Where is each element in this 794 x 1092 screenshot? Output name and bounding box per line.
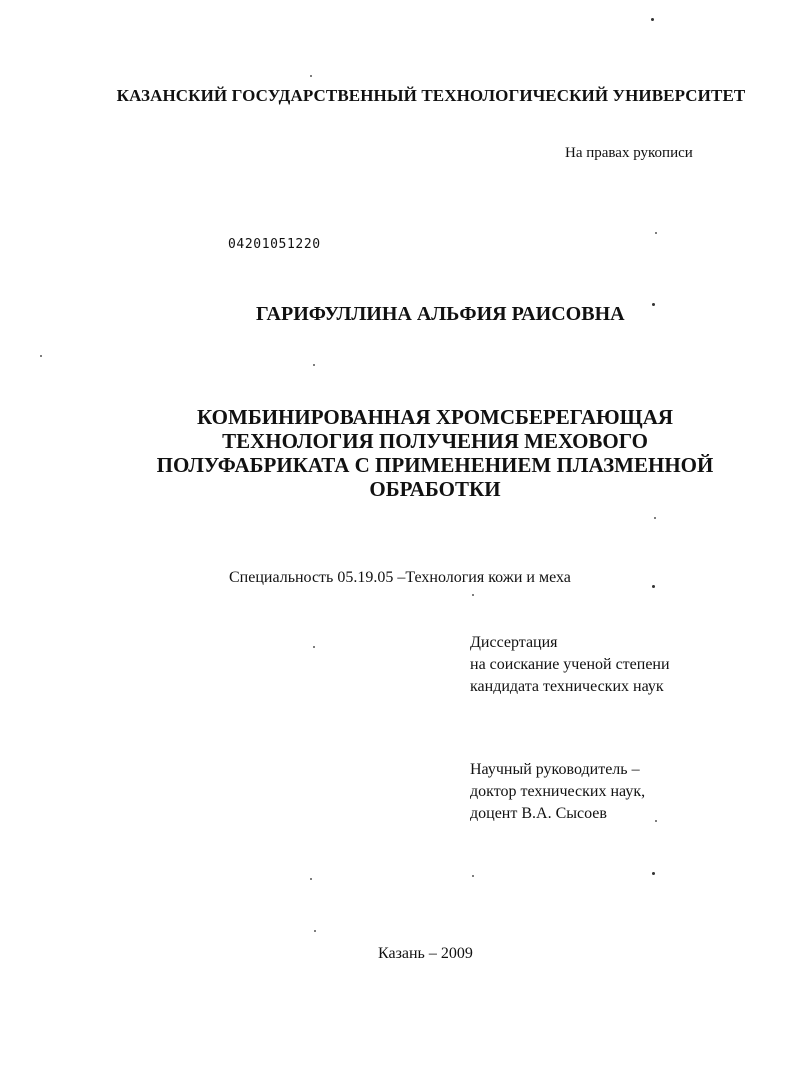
- scan-speck: [313, 364, 315, 366]
- supervisor-info-line: Научный руководитель –: [470, 761, 640, 778]
- document-number: 04201051220: [228, 237, 321, 252]
- title-line: ТЕХНОЛОГИЯ ПОЛУЧЕНИЯ МЕХОВОГО: [222, 429, 648, 453]
- scan-speck: [40, 355, 42, 357]
- scan-speck: [313, 646, 315, 648]
- supervisor-info: [470, 759, 645, 825]
- scan-speck: [652, 585, 655, 588]
- supervisor-info-line: доцент В.А. Сысоев: [470, 805, 607, 822]
- scan-speck: [655, 232, 657, 234]
- dissertation-info-line: на соискание ученой степени: [470, 656, 670, 673]
- title-line: ПОЛУФАБРИКАТА С ПРИМЕНЕНИЕМ ПЛАЗМЕННОЙ: [156, 453, 714, 477]
- scan-speck: [472, 594, 474, 596]
- author-name: ГАРИФУЛЛИНА АЛЬФИЯ РАИСОВНА: [256, 303, 625, 325]
- title-line: ОБРАБОТКИ: [369, 477, 501, 501]
- dissertation-info: [470, 632, 670, 698]
- scan-speck: [652, 872, 655, 875]
- specialty-line: Специальность 05.19.05 –Технология кожи и меха: [229, 569, 571, 586]
- scan-speck: [654, 517, 656, 519]
- dissertation-info-line: Диссертация: [470, 634, 558, 651]
- scan-speck: [472, 875, 474, 877]
- scan-speck: [310, 75, 312, 77]
- scan-speck: [314, 930, 316, 932]
- scan-speck: [310, 878, 312, 880]
- title-line: КОМБИНИРОВАННАЯ ХРОМСБЕРЕГАЮЩАЯ: [196, 405, 674, 429]
- supervisor-info-line: доктор технических наук,: [470, 783, 646, 800]
- dissertation-info-line: кандидата технических наук: [470, 678, 664, 695]
- dissertation-title: [120, 405, 750, 501]
- scan-speck: [652, 303, 655, 306]
- city-year: Казань – 2009: [378, 945, 473, 962]
- scan-speck: [651, 18, 654, 21]
- manuscript-rights-note: На правах рукописи: [565, 145, 693, 161]
- university-name: КАЗАНСКИЙ ГОСУДАРСТВЕННЫЙ ТЕХНОЛОГИЧЕСКИЙ УНИВЕРСИТЕТ: [116, 86, 746, 105]
- scan-speck: [655, 820, 657, 822]
